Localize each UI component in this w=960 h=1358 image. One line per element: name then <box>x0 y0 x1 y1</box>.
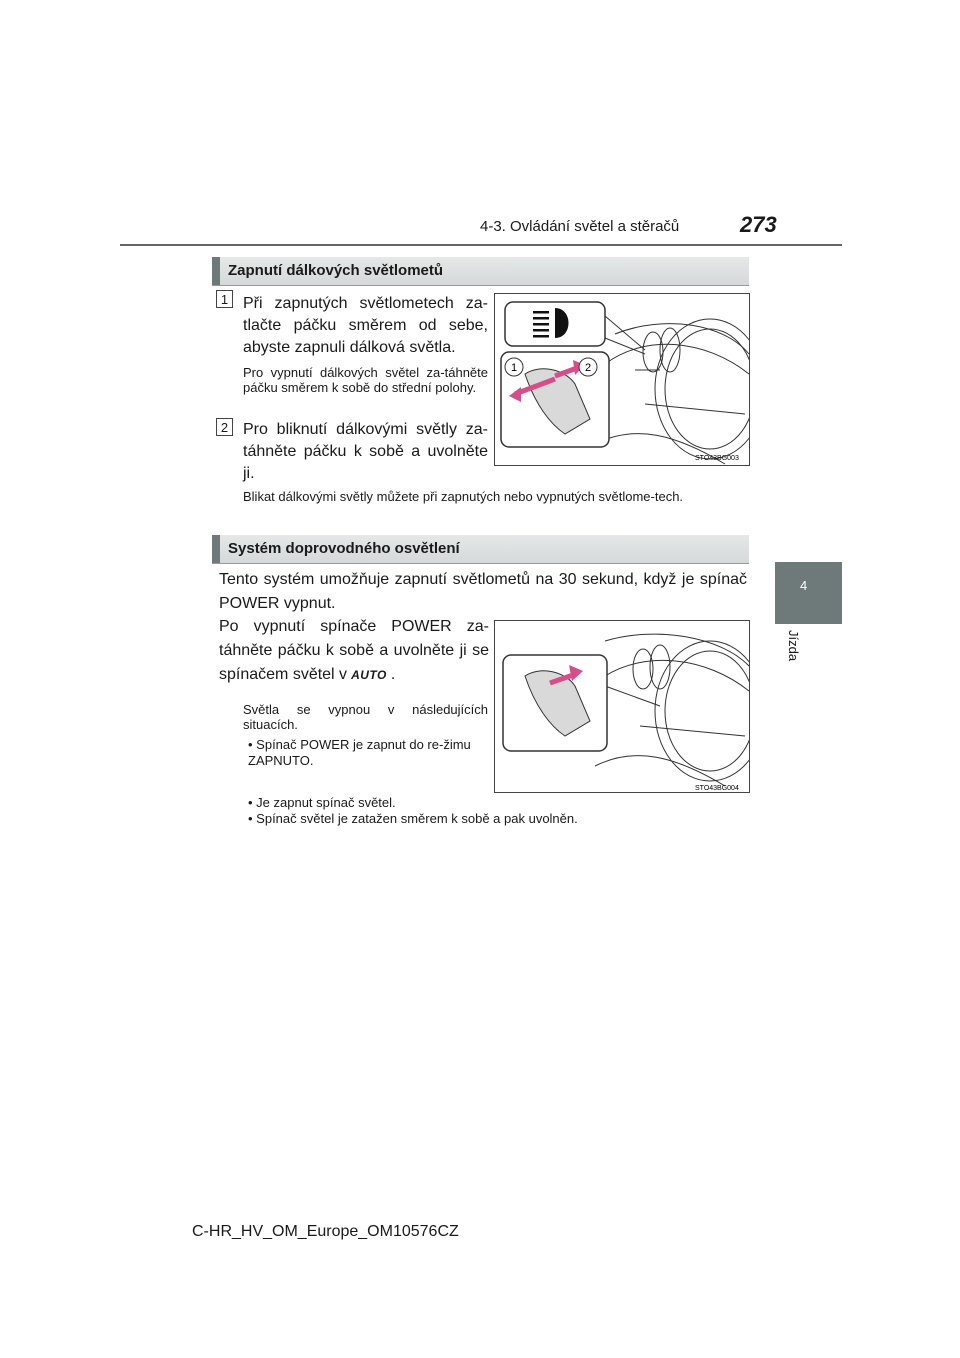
follow-me-step-end: . <box>390 666 396 683</box>
step-number-1: 1 <box>216 290 233 308</box>
header-rule <box>120 244 842 246</box>
figure-high-beam <box>494 293 750 466</box>
chapter-label: Jízda <box>786 630 801 662</box>
list-item: • Spínač POWER je zapnut do re-žimu ZAPNUTO. <box>248 737 471 768</box>
figure-code: STO43BG004 <box>695 785 739 792</box>
list-item: • Je zapnut spínač světel. <box>248 795 396 810</box>
lights-off-note: Světla se vypnou v následujících situacích. <box>243 702 488 732</box>
step-2-text: Pro bliknutí dálkovými světly za-táhněte páčku k sobě a uvolněte ji. <box>243 421 488 482</box>
figure-label-2: 2 <box>584 362 592 374</box>
section-header: 4-3. Ovládání světel a stěračů <box>480 218 680 235</box>
section-title-follow-me-home: Systém doprovodného osvětlení <box>212 535 749 563</box>
steering-lever-illustration <box>495 621 749 792</box>
steering-lever-illustration <box>495 294 749 465</box>
page-number: 273 <box>740 212 777 237</box>
chapter-number: 4 <box>800 578 808 593</box>
step-number-2: 2 <box>216 418 233 436</box>
list-item: • Spínač světel je zatažen směrem k sobě a pak uvolněn. <box>248 811 578 826</box>
high-beam-note: Blikat dálkovými světly můžete při zapnutých nebo vypnutých světlome-tech. <box>243 489 684 504</box>
figure-code: STO43BG003 <box>695 455 739 462</box>
section-rule <box>212 563 749 564</box>
section-title-high-beam: Zapnutí dálkových světlometů <box>212 257 749 285</box>
step-1-text: Při zapnutých světlometech za-tlačte páčku směrem od sebe, abyste zapnuli dálková světla. <box>243 295 488 356</box>
chapter-tab <box>775 562 842 624</box>
step-1-note: Pro vypnutí dálkových světel za-táhněte páčku směrem k sobě do střední polohy. <box>243 365 488 395</box>
figure-label-1: 1 <box>510 362 518 374</box>
follow-me-intro: Tento systém umožňuje zapnutí světlometů na 30 sekund, když je spínač POWER vypnut. <box>219 571 747 612</box>
figure-follow-me-home <box>494 620 750 793</box>
follow-me-step-text: Po vypnutí spínače POWER za-táhněte páčku k sobě a uvolněte ji se spínačem světel v <box>219 618 489 683</box>
follow-me-step <box>219 615 489 687</box>
document-id: C-HR_HV_OM_Europe_OM10576CZ <box>192 1223 459 1240</box>
auto-icon: AUTO <box>351 668 387 682</box>
section-rule <box>212 285 749 286</box>
